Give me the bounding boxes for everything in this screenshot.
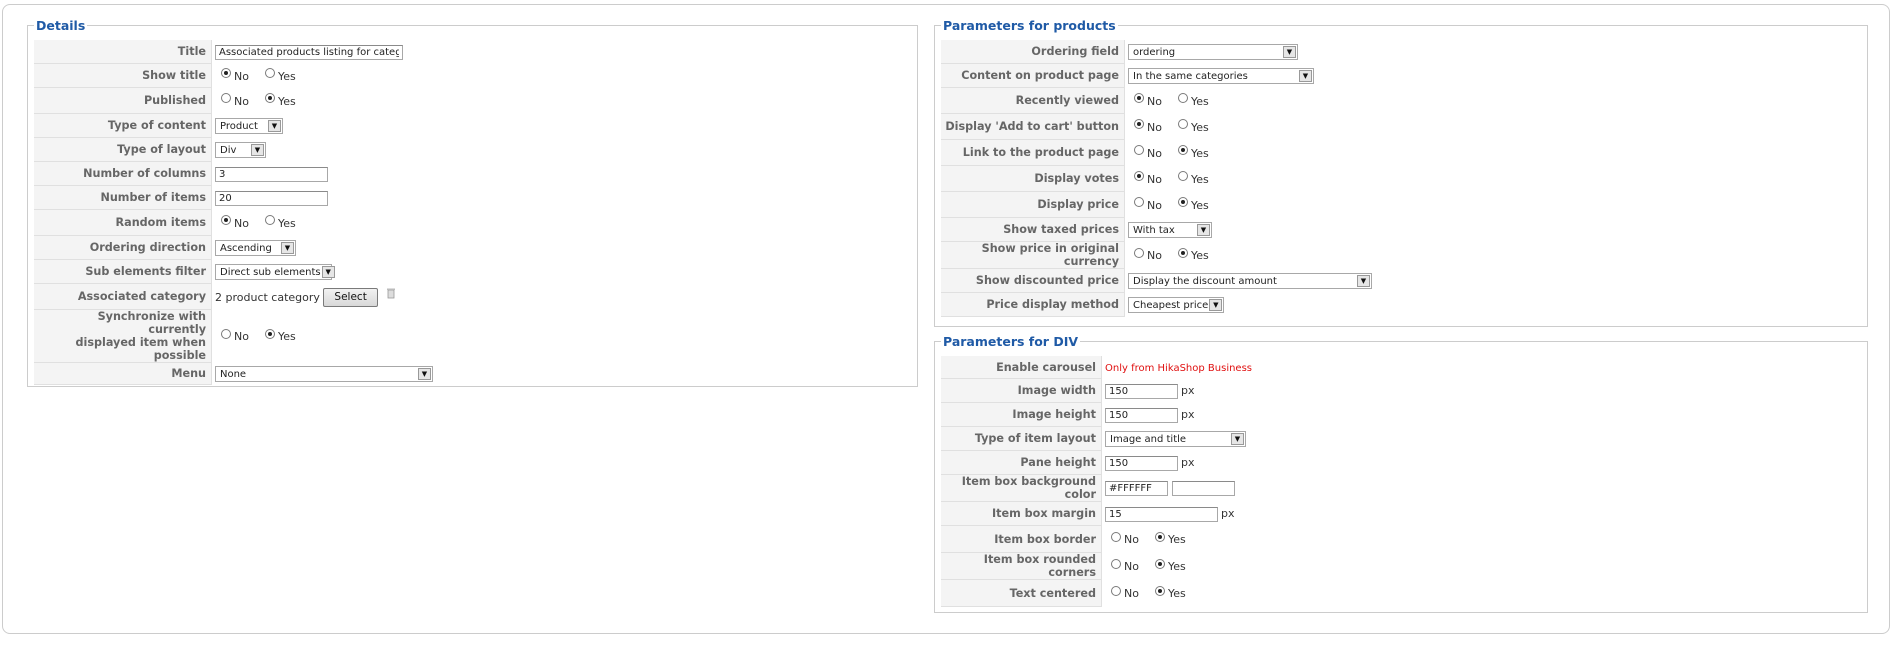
text-centered-radio-group <box>1105 586 1196 599</box>
image-width-unit: px <box>1181 384 1195 397</box>
show-discounted-price-value: Display the discount amount <box>1133 275 1277 287</box>
display-votes-no-label: No <box>1147 172 1162 186</box>
price-display-method-select[interactable] <box>1128 297 1224 313</box>
item-box-bg-color-input[interactable] <box>1105 481 1168 496</box>
text-centered-yes-label: Yes <box>1167 587 1186 601</box>
content-on-product-page-select[interactable] <box>1128 68 1314 84</box>
link-to-product-page-yes-radio[interactable] <box>1178 145 1188 155</box>
row-image-width <box>941 379 1252 403</box>
recently-viewed-yes-radio[interactable] <box>1178 93 1188 103</box>
row-sub-elements-filter <box>34 260 433 284</box>
details-legend: Details <box>36 18 86 33</box>
item-box-margin-label: Item box margin <box>941 502 1102 526</box>
products-params-fieldset <box>934 18 1868 327</box>
show-discounted-price-select[interactable] <box>1128 273 1372 289</box>
recently-viewed-no-label: No <box>1147 94 1162 108</box>
display-price-no-radio[interactable] <box>1134 197 1144 207</box>
content-on-product-page-label: Content on product page <box>941 64 1125 88</box>
synchronize-yes-label: Yes <box>277 330 296 344</box>
item-box-rounded-corners-no-radio[interactable] <box>1111 559 1121 569</box>
display-price-no-label: No <box>1147 198 1162 212</box>
link-to-product-page-no-label: No <box>1147 146 1162 160</box>
show-discounted-price-label: Show discounted price <box>941 269 1125 293</box>
div-params-table <box>941 356 1252 607</box>
chevron-down-icon: ▼ <box>418 368 431 380</box>
random-items-yes-radio[interactable] <box>265 215 275 225</box>
show-price-original-currency-yes-radio[interactable] <box>1178 248 1188 258</box>
item-box-rounded-corners-yes-label: Yes <box>1167 560 1186 574</box>
recently-viewed-no-radio[interactable] <box>1134 93 1144 103</box>
random-items-no-label: No <box>234 216 249 230</box>
ordering-direction-select[interactable] <box>215 240 296 256</box>
item-box-rounded-corners-no-label: No <box>1124 560 1139 574</box>
row-item-box-border <box>941 526 1252 553</box>
title-input[interactable] <box>215 45 403 60</box>
show-taxed-prices-select[interactable] <box>1128 222 1212 238</box>
row-show-price-original-currency <box>941 242 1372 269</box>
display-add-to-cart-no-label: No <box>1147 120 1162 134</box>
row-price-display-method <box>941 293 1372 317</box>
show-title-no-label: No <box>234 69 249 83</box>
row-image-height <box>941 403 1252 427</box>
display-price-label: Display price <box>941 192 1125 218</box>
synchronize-no-radio[interactable] <box>221 329 231 339</box>
row-link-to-product-page <box>941 140 1372 166</box>
row-show-discounted-price <box>941 269 1372 293</box>
chevron-down-icon: ▼ <box>1209 299 1222 311</box>
synchronize-radio-group <box>215 329 306 342</box>
item-box-rounded-corners-label: Item box rounded corners <box>941 553 1102 580</box>
image-height-input[interactable] <box>1105 408 1178 423</box>
show-title-radio-group <box>215 69 306 82</box>
details-table <box>34 40 433 385</box>
row-recently-viewed <box>941 88 1372 114</box>
type-of-content-select[interactable] <box>215 118 283 134</box>
pane-height-unit: px <box>1181 456 1195 469</box>
chevron-down-icon: ▼ <box>281 242 294 254</box>
item-box-border-yes-radio[interactable] <box>1155 532 1165 542</box>
type-of-layout-select[interactable] <box>215 142 266 158</box>
number-of-columns-label: Number of columns <box>34 162 212 186</box>
title-label: Title <box>34 40 212 64</box>
random-items-radio-group <box>215 216 306 229</box>
show-title-no-radio[interactable] <box>221 68 231 78</box>
item-box-bg-color-swatch[interactable] <box>1172 481 1235 496</box>
row-number-of-items <box>34 186 433 210</box>
row-title <box>34 40 433 64</box>
chevron-down-icon: ▼ <box>1283 46 1296 58</box>
published-no-label: No <box>234 94 249 108</box>
ordering-direction-value: Ascending <box>220 242 272 254</box>
row-show-title <box>34 64 433 88</box>
show-title-yes-label: Yes <box>277 69 296 83</box>
text-centered-label: Text centered <box>941 580 1102 607</box>
random-items-label: Random items <box>34 210 212 236</box>
published-label: Published <box>34 88 212 114</box>
show-price-original-currency-label: Show price in original currency <box>941 242 1125 269</box>
show-price-original-currency-no-radio[interactable] <box>1134 248 1144 258</box>
row-enable-carousel <box>941 356 1252 379</box>
item-box-border-no-label: No <box>1124 533 1139 547</box>
type-of-content-value: Product <box>220 120 258 132</box>
show-title-yes-radio[interactable] <box>265 68 275 78</box>
display-add-to-cart-no-radio[interactable] <box>1134 119 1144 129</box>
delete-icon[interactable] <box>387 288 395 299</box>
synchronize-label <box>34 310 212 363</box>
products-params-legend: Parameters for products <box>943 18 1116 33</box>
display-votes-yes-radio[interactable] <box>1178 171 1188 181</box>
ordering-field-value: ordering <box>1133 46 1176 58</box>
text-centered-no-label: No <box>1124 587 1139 601</box>
recently-viewed-radio-group <box>1128 94 1219 107</box>
type-of-layout-label: Type of layout <box>34 138 212 162</box>
synchronize-label-line2: displayed item when possible <box>75 336 206 362</box>
text-centered-yes-radio[interactable] <box>1155 586 1165 596</box>
sub-elements-filter-value: Direct sub elements <box>220 266 321 278</box>
enable-carousel-notice: Only from HikaShop Business <box>1105 363 1253 374</box>
text-centered-no-radio[interactable] <box>1111 586 1121 596</box>
item-box-bg-color-label: Item box background color <box>941 475 1102 502</box>
published-radio-group <box>215 94 306 107</box>
row-number-of-columns <box>34 162 433 186</box>
row-display-price <box>941 192 1372 218</box>
show-price-original-currency-no-label: No <box>1147 249 1162 263</box>
number-of-items-label: Number of items <box>34 186 212 210</box>
display-votes-yes-label: Yes <box>1190 172 1209 186</box>
display-votes-no-radio[interactable] <box>1134 171 1144 181</box>
row-associated-category <box>34 284 433 310</box>
display-add-to-cart-yes-label: Yes <box>1190 120 1209 134</box>
published-no-radio[interactable] <box>221 93 231 103</box>
show-price-original-currency-radio-group <box>1128 248 1219 261</box>
random-items-no-radio[interactable] <box>221 215 231 225</box>
chevron-down-icon: ▼ <box>1357 275 1370 287</box>
row-display-votes <box>941 166 1372 192</box>
ordering-direction-label: Ordering direction <box>34 236 212 260</box>
row-ordering-field <box>941 40 1372 64</box>
synchronize-yes-radio[interactable] <box>265 329 275 339</box>
ordering-field-label: Ordering field <box>941 40 1125 64</box>
link-to-product-page-radio-group <box>1128 146 1219 159</box>
chevron-down-icon: ▼ <box>1299 70 1312 82</box>
chevron-down-icon: ▼ <box>1197 224 1210 236</box>
display-add-to-cart-radio-group <box>1128 120 1219 133</box>
div-params-legend: Parameters for DIV <box>943 334 1079 349</box>
ordering-field-select[interactable] <box>1128 44 1298 60</box>
price-display-method-value: Cheapest price <box>1133 299 1209 311</box>
products-params-table <box>941 40 1372 317</box>
display-votes-radio-group <box>1128 172 1219 185</box>
row-item-box-margin <box>941 502 1252 526</box>
row-item-box-rounded-corners <box>941 553 1252 580</box>
sub-elements-filter-select[interactable] <box>215 264 332 280</box>
select-category-button[interactable]: Select <box>323 288 377 307</box>
row-display-add-to-cart <box>941 114 1372 140</box>
synchronize-no-label: No <box>234 330 249 344</box>
type-of-item-layout-value: Image and title <box>1110 433 1187 445</box>
associated-category-value: 2 product category <box>215 290 320 304</box>
recently-viewed-yes-label: Yes <box>1190 94 1209 108</box>
row-content-on-product-page <box>941 64 1372 88</box>
item-box-border-radio-group <box>1105 532 1196 545</box>
chevron-down-icon: ▼ <box>251 144 264 156</box>
display-price-yes-label: Yes <box>1190 198 1209 212</box>
price-display-method-label: Price display method <box>941 293 1125 317</box>
row-item-box-bg-color <box>941 475 1252 502</box>
row-synchronize <box>34 310 433 363</box>
menu-label: Menu <box>34 363 212 385</box>
row-ordering-direction <box>34 236 433 260</box>
display-add-to-cart-yes-radio[interactable] <box>1178 119 1188 129</box>
div-params-fieldset <box>934 334 1868 613</box>
row-pane-height <box>941 451 1252 475</box>
row-menu <box>34 363 433 385</box>
published-yes-label: Yes <box>277 94 296 108</box>
chevron-down-icon: ▼ <box>322 266 335 278</box>
type-of-item-layout-select[interactable] <box>1105 431 1246 447</box>
published-yes-radio[interactable] <box>265 93 275 103</box>
show-taxed-prices-value: With tax <box>1133 224 1175 236</box>
recently-viewed-label: Recently viewed <box>941 88 1125 114</box>
row-random-items <box>34 210 433 236</box>
image-width-input[interactable] <box>1105 384 1178 399</box>
type-of-layout-value: Div <box>220 144 237 156</box>
row-type-of-item-layout <box>941 427 1252 451</box>
display-price-yes-radio[interactable] <box>1178 197 1188 207</box>
menu-select[interactable] <box>215 366 433 382</box>
sub-elements-filter-label: Sub elements filter <box>34 260 212 284</box>
display-votes-label: Display votes <box>941 166 1125 192</box>
display-price-radio-group <box>1128 198 1219 211</box>
details-fieldset <box>27 18 918 387</box>
enable-carousel-label: Enable carousel <box>941 356 1102 379</box>
item-box-rounded-corners-radio-group <box>1105 559 1196 572</box>
number-of-columns-input[interactable] <box>215 167 328 182</box>
display-add-to-cart-label: Display 'Add to cart' button <box>941 114 1125 140</box>
item-box-margin-input[interactable] <box>1105 507 1218 522</box>
page-container <box>2 4 1890 634</box>
menu-value: None <box>220 368 247 380</box>
chevron-down-icon: ▼ <box>1231 433 1244 445</box>
synchronize-label-line1: Synchronize with currently <box>97 310 206 336</box>
link-to-product-page-yes-label: Yes <box>1190 146 1209 160</box>
type-of-content-label: Type of content <box>34 114 212 138</box>
image-height-label: Image height <box>941 403 1102 427</box>
image-height-unit: px <box>1181 408 1195 421</box>
number-of-items-input[interactable] <box>215 191 328 206</box>
content-on-product-page-value: In the same categories <box>1133 70 1248 82</box>
show-price-original-currency-yes-label: Yes <box>1190 249 1209 263</box>
item-box-border-label: Item box border <box>941 526 1102 553</box>
row-type-of-content <box>34 114 433 138</box>
chevron-down-icon: ▼ <box>268 120 281 132</box>
type-of-item-layout-label: Type of item layout <box>941 427 1102 451</box>
random-items-yes-label: Yes <box>277 216 296 230</box>
item-box-border-no-radio[interactable] <box>1111 532 1121 542</box>
associated-category-label: Associated category <box>34 284 212 310</box>
link-to-product-page-no-radio[interactable] <box>1134 145 1144 155</box>
image-width-label: Image width <box>941 379 1102 403</box>
link-to-product-page-label: Link to the product page <box>941 140 1125 166</box>
row-type-of-layout <box>34 138 433 162</box>
item-box-rounded-corners-yes-radio[interactable] <box>1155 559 1165 569</box>
row-text-centered <box>941 580 1252 607</box>
pane-height-input[interactable] <box>1105 456 1178 471</box>
show-taxed-prices-label: Show taxed prices <box>941 218 1125 242</box>
row-published <box>34 88 433 114</box>
show-title-label: Show title <box>34 64 212 88</box>
item-box-margin-unit: px <box>1221 507 1235 520</box>
row-show-taxed-prices <box>941 218 1372 242</box>
pane-height-label: Pane height <box>941 451 1102 475</box>
item-box-border-yes-label: Yes <box>1167 533 1186 547</box>
